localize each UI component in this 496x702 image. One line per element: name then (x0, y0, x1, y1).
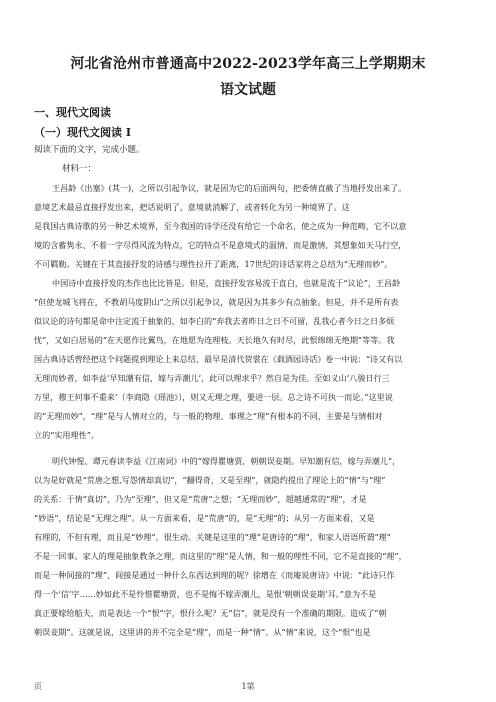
document-title: 河北省沧州市普通高中2022-2023学年高三上学期期末 (70, 56, 426, 72)
body-line: 的“无理而妙”，“理”是与人情对立的，与一般的物理、事理之“理”有根本的不同，主要是与情相对 (34, 411, 383, 421)
body-line: 得一个‘信’字……妙如此不是怜惜瞿塘贾，也不是悔不嫁弄潮儿，是恨‘朝朝误妾期’耳。”意为不是 (34, 589, 377, 599)
body-line: 万里，穆王何事不重来’（李商隐《瑶池》），则又无理之理，要进一层。总之诗不可执一而论。”这里说 (34, 392, 393, 402)
document-subtitle: 语文试题 (220, 82, 276, 98)
body-line: 国古典诗话曾经把这个问题提到理论上来总结，最早是清代贺裳在《载酒园诗话》卷一中说：“诗又有以 (34, 354, 403, 364)
body-line: 王昌龄《出塞》(其一)，之所以引起争议，就是因为它的后面两句，把委情直截了当地抒发出来了。 (52, 183, 407, 193)
body-line: “但使龙城飞将在，不教胡马度阴山”之所以引起争议，就是因为其多少有点抽象。但是，并不是所有表 (34, 297, 399, 307)
body-line: 中国诗中直接抒发的杰作也比比皆是。但是，直接抒发容易流于直白，也就是流于“议论”，王昌龄 (52, 278, 401, 288)
section-heading: 一、现代文阅读 (34, 106, 111, 119)
body-line: 境的含蓄隽永、不着一字尽得风流为特点，它的特点不是意境式的温情，而是激情，其想象如天马行空， (34, 240, 407, 250)
instruction-text: 阅读下面的文字，完成小题。 (34, 145, 145, 155)
body-line: 有理的，不但有理，而且是“妙理”，很生动。关键是这里的“理”是唐诗的“理”，和家人语语所谓“理” (34, 532, 391, 542)
body-line: 明代钟惺、谭元春读李益《江南词》中的“嫁得瞿塘贾，朝朝误妾期。早知潮有信，嫁与弄潮儿”， (52, 456, 401, 466)
page-number: 1第 (241, 682, 255, 691)
body-line: 忧”，又如白居易的“在天愿作比翼鸟，在地愿为连理枝。天长地久有时尽，此恨绵绵无绝期”等等。我 (34, 335, 395, 345)
footer-label: 页 (34, 682, 42, 691)
body-line: 不可羁勒。关键在于其直接抒发的诗感与理性拉开了距离，17世纪的诗话家将之总结为“无理而妙”。 (34, 259, 393, 269)
body-line: 意境艺术最忌直接抒发出来，把话说明了，意境就消解了，或者转化为另一种境界了。这 (34, 202, 350, 212)
body-line: 立的“实用理性”。 (34, 430, 99, 440)
body-line: 以为是好就是“荒唐之想,写怨情却真切”，“翻得奇，又是至理”，就隐约提出了理论上的“情”与“理” (34, 475, 386, 485)
material-label: 材料一： (62, 164, 97, 174)
body-line: “妙语”，结论是“无理之理”。从一方面来看，是“荒唐”的，是“无理”的；从另一方面来看，又是 (34, 513, 375, 523)
body-line: 不是一回事。家人的理是抽象教条之理，而这里的“理”是人情，和一般的理性不同，它不是直接的“理”， (34, 551, 407, 561)
body-line: 似议论的诗句都是命中注定流于抽象的，如李白的“弃我去者昨日之日不可留，乱我心者今日之日多烦 (34, 316, 395, 326)
body-line: 而是一种间接的“理”，间接是通过一种什么东西达到理的呢？徐增在《而庵说唐诗》中说：“此诗只作 (34, 570, 395, 580)
body-line: 是我国古典诗歌的另一种艺术境界，至今我国的诗学还没有给它一个命名，使之成为一种范畴，它不以意 (34, 221, 407, 231)
body-line: 无理而妙者，如李益‘早知潮有信，嫁与弄潮儿’，此可以理求乎？然自是为佳。至如义山‘八骏日行三 (34, 373, 390, 383)
subsection-heading: （一）现代文阅读 I (34, 126, 131, 139)
body-line: 朝误妾期”。这就是说，这里讲的并不完全是“理”，而是一种“情”。从“情”来说，这个“恨”也是 (34, 627, 371, 637)
body-line: 真正要嫁给船夫，而是表达一个“恨”字，恨什么呢？无“信”，就是没有一个准确的期限。造成了“朝 (34, 608, 387, 618)
body-line: 的关系：于情“真切”，乃为“至理”，但又是“荒唐”之想；“无理而妙”，超越通常的“理”，才是 (34, 494, 367, 504)
